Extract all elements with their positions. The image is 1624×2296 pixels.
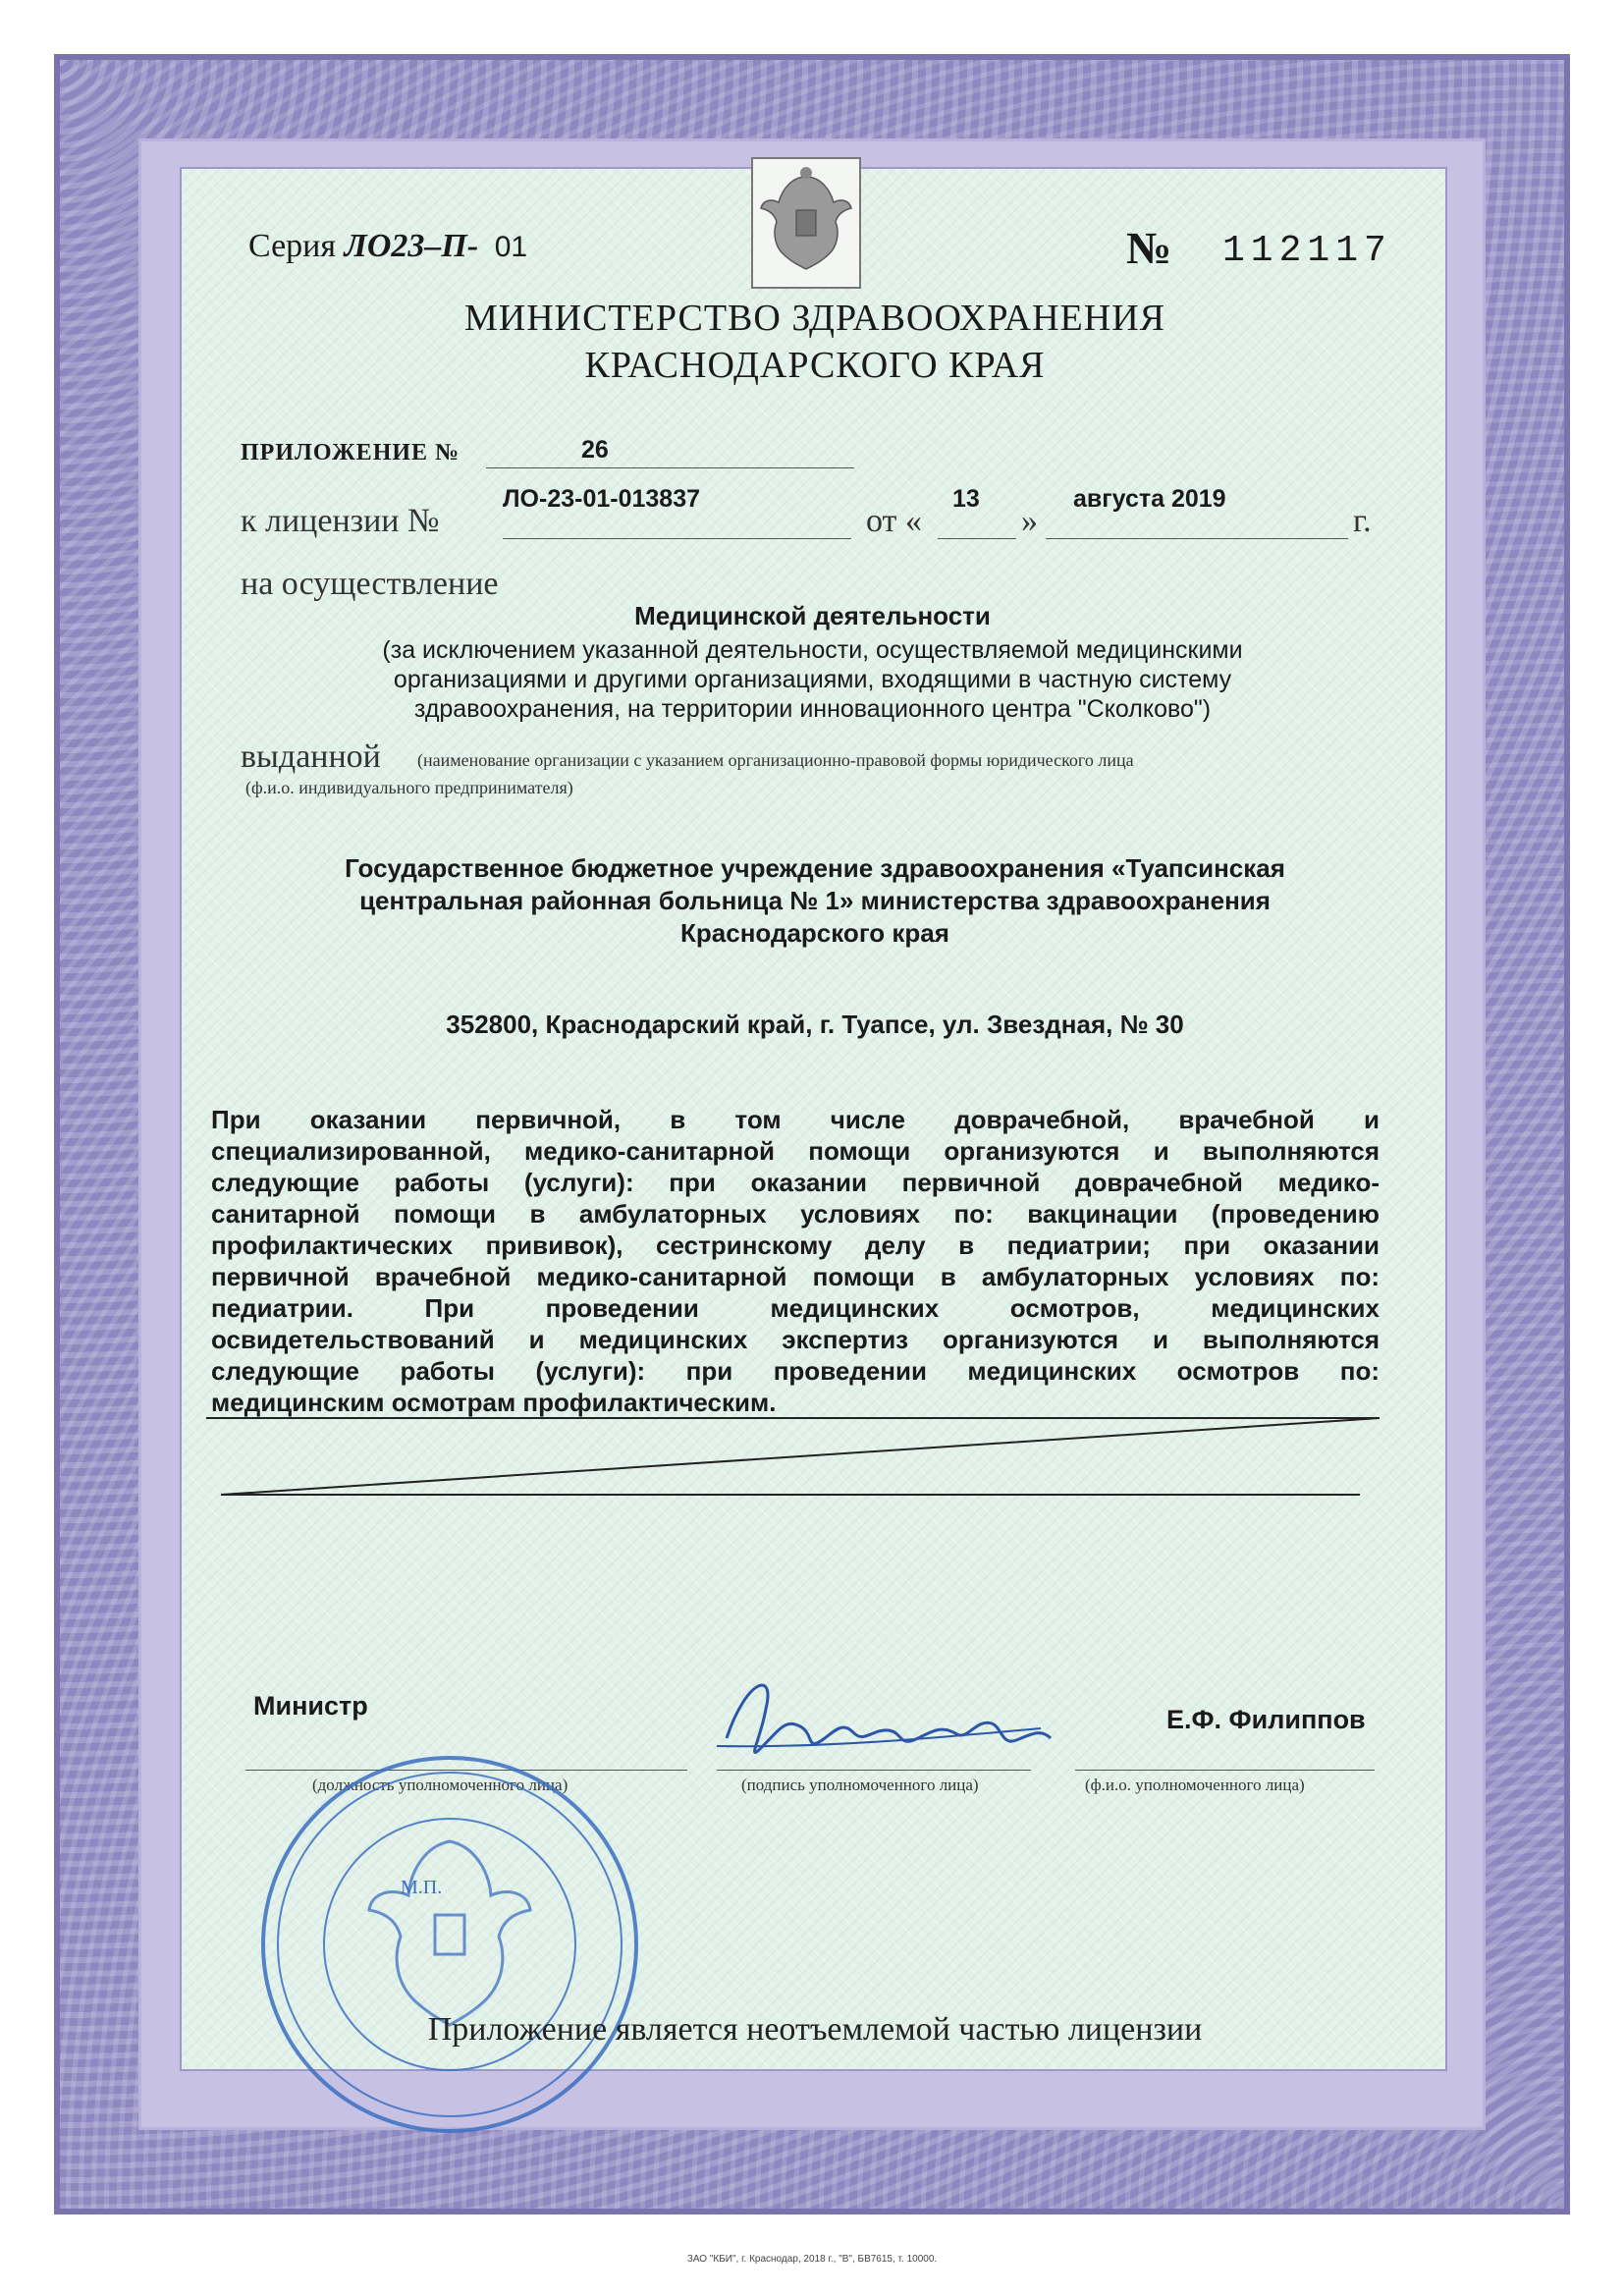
footer-statement: Приложение является неотъемлемой частью лицензии: [427, 2011, 1203, 2048]
eagle-icon: [753, 159, 859, 287]
activity-label: на осуществление: [241, 566, 499, 602]
organization-line2: центральная районная больница № 1» министерства здравоохранения: [359, 886, 1271, 915]
activity-note-line3: здравоохранения, на территории инновационного центра "Сколково"): [413, 695, 1212, 723]
services-paragraph: [211, 1104, 1380, 1418]
name-underline: [1075, 1770, 1375, 1771]
license-year-suffix: г.: [1353, 503, 1372, 539]
services-line: специализированной, медико-санитарной помощи организуются и выполняются: [211, 1136, 1380, 1166]
signature-underline: [717, 1770, 1031, 1771]
services-line: медицинским осмотрам профилактическим.: [211, 1388, 777, 1417]
stamp-mark: М.П.: [401, 1877, 443, 1898]
organization-address: 352800, Краснодарский край, г. Туапсе, ул. Звездная, № 30: [446, 1010, 1184, 1039]
license-day: 13: [952, 485, 980, 513]
activity-note-line2: организациями и другими организациями, входящими в частную систему: [393, 666, 1232, 693]
issued-hint-line1: (наименование организации с указанием организационно-правовой формы юридического лица: [417, 750, 1134, 770]
activity-title: Медицинской деятельности: [634, 601, 991, 630]
services-line: первичной врачебной медико-санитарной помощи в амбулаторных условиях по:: [211, 1262, 1380, 1291]
services-line: профилактических прививок), сестринскому делу в педиатрии; при оказании: [211, 1230, 1380, 1260]
license-month-underline: [1046, 538, 1348, 539]
appendix-label: ПРИЛОЖЕНИЕ №: [241, 440, 460, 465]
handwritten-signature: [707, 1669, 1060, 1777]
number-sign: №: [1126, 223, 1172, 273]
license-number: ЛО-23-01-013837: [503, 485, 701, 513]
printer-imprint: ЗАО "КБИ", г. Краснодар, 2018 г., "В", БВ7615, т. 10000.: [686, 2254, 938, 2265]
series-value: 01: [494, 231, 528, 263]
form-number: 112117: [1222, 230, 1392, 272]
ministry-title-line1: МИНИСТЕРСТВО ЗДРАВООХРАНЕНИЯ: [464, 298, 1165, 339]
ministry-title-line2: КРАСНОДАРСКОГО КРАЯ: [584, 345, 1046, 386]
issued-label: выданной: [241, 738, 381, 775]
blank-space-strikethrough: [206, 1410, 1384, 1499]
signature-hint: (подпись уполномоченного лица): [741, 1776, 979, 1794]
organization-line3: Краснодарского края: [680, 918, 949, 948]
activity-note-line1: (за исключением указанной деятельности, осуществляемой медицинскими: [382, 636, 1243, 664]
license-label: к лицензии №: [241, 503, 440, 539]
name-hint: (ф.и.о. уполномоченного лица): [1085, 1776, 1305, 1794]
services-line: педиатрии. При проведении медицинских осмотров, медицинских: [211, 1293, 1380, 1323]
services-line: При оказании первичной, в том числе доврачебной, врачебной и: [211, 1105, 1380, 1134]
license-number-underline: [503, 538, 851, 539]
organization-name: [241, 852, 1389, 950]
license-day-underline: [938, 538, 1016, 539]
signatory-position: Министр: [253, 1691, 368, 1721]
appendix-underline: [486, 467, 854, 468]
series-code: ЛО23–П-: [344, 228, 479, 264]
coat-of-arms-emblem: [751, 157, 861, 289]
organization-line1: Государственное бюджетное учреждение здравоохранения «Туапсинская: [345, 853, 1285, 883]
services-line: следующие работы (услуги): при оказании первичной доврачебной медико-: [211, 1168, 1380, 1197]
license-from-label: от «: [866, 503, 922, 539]
services-line: санитарной помощи в амбулаторных условиях по: вакцинации (проведению: [211, 1199, 1380, 1229]
series-line: [248, 228, 527, 265]
position-hint: (должность уполномоченного лица): [312, 1776, 568, 1794]
series-label: Серия: [248, 228, 337, 264]
license-close-quote: »: [1021, 503, 1038, 539]
license-month-year: августа 2019: [1073, 485, 1226, 513]
signatory-name: Е.Ф. Филиппов: [1166, 1705, 1366, 1734]
issued-hint-line2: (ф.и.о. индивидуального предпринимателя): [245, 778, 573, 797]
official-seal-stamp: [253, 1748, 646, 2141]
services-line: следующие работы (услуги): при проведении медицинских осмотров по:: [211, 1356, 1380, 1386]
appendix-number: 26: [581, 436, 609, 464]
services-line: освидетельствований и медицинских экспертиз организуются и выполняются: [211, 1325, 1380, 1354]
